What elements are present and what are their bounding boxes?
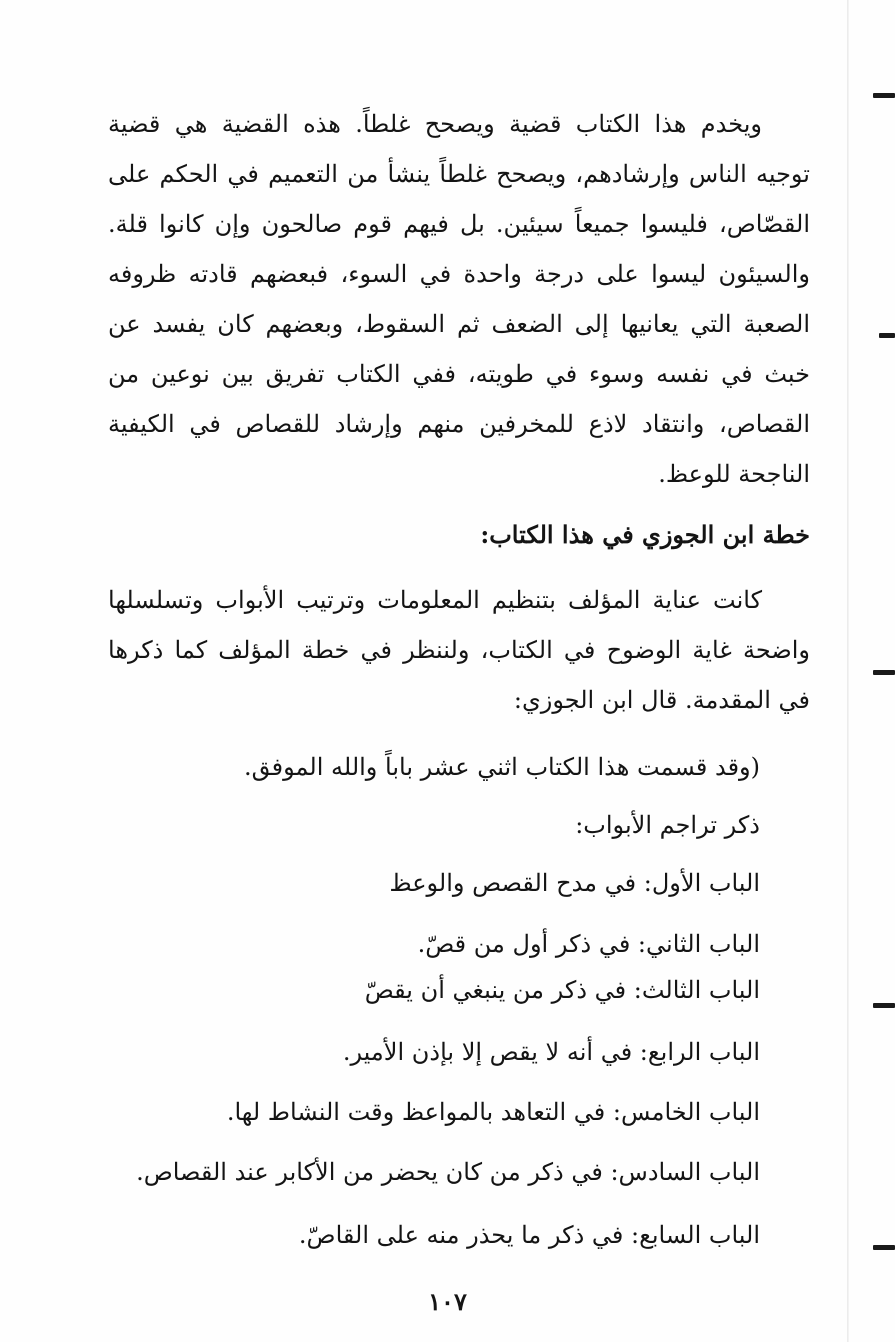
margin-mark [873, 670, 895, 675]
chapter-line: الباب الخامس: في التعاهد بالمواعظ وقت النشاط لها. [226, 1098, 760, 1126]
margin-mark [879, 333, 895, 338]
chapter-line: الباب السابع: في ذكر ما يحذر منه على القاصّ. [298, 1221, 760, 1249]
intro-paragraph: ويخدم هذا الكتاب قضية ويصحح غلطاً. هذه القضية هي قضية توجيه الناس وإرشادهم، ويصحح غلطاً ينشأ من التعميم في الحكم على القصّاص، فليسوا جميعاً سيئين. بل فيهم قوم صالحون وإن كانوا قلة. والسيئون ليسوا على درجة واحدة في السوء، فبعضهم قادته ظروفه الصعبة التي يعانيها إلى الضعف ثم السقوط، وبعضهم كان يفسد عن خبث في نفسه وسوء في طويته، ففي الكتاب تفريق بين نوعين من القصاص، وانتقاد لاذع للمخرفين منهم وإرشاد للقصاص في الكيفية الناجحة للوعظ. [108, 110, 811, 488]
chapter-line: الباب السادس: في ذكر من كان يحضر من الأكابر عند القصاص. [136, 1158, 760, 1186]
section-heading: خطة ابن الجوزي في هذا الكتاب: [480, 520, 810, 549]
chapter-line: الباب الرابع: في أنه لا يقص إلا بإذن الأمير. [342, 1038, 760, 1066]
chapters-title: ذكر تراجم الأبواب: [575, 811, 760, 839]
quote-line: (وقد قسمت هذا الكتاب اثني عشر باباً والله الموفق. [244, 753, 760, 781]
margin-mark [873, 93, 895, 98]
chapter-line: الباب الأول: في مدح القصص والوعظ [389, 869, 760, 897]
margin-mark [873, 1003, 895, 1008]
chapter-line: الباب الثالث: في ذكر من ينبغي أن يقصّ [364, 976, 760, 1004]
chapter-line: الباب الثاني: في ذكر أول من قصّ. [417, 930, 760, 958]
plan-paragraph: كانت عناية المؤلف بتنظيم المعلومات وترتيب الأبواب وتسلسلها واضحة غاية الوضوح في الكتاب، ولننظر في خطة المؤلف كما ذكرها في المقدمة. قال ابن الجوزي: [108, 586, 810, 714]
page-binding-edge [847, 0, 849, 1342]
margin-mark [873, 1245, 895, 1250]
page-number: ١٠٧ [428, 1287, 467, 1316]
